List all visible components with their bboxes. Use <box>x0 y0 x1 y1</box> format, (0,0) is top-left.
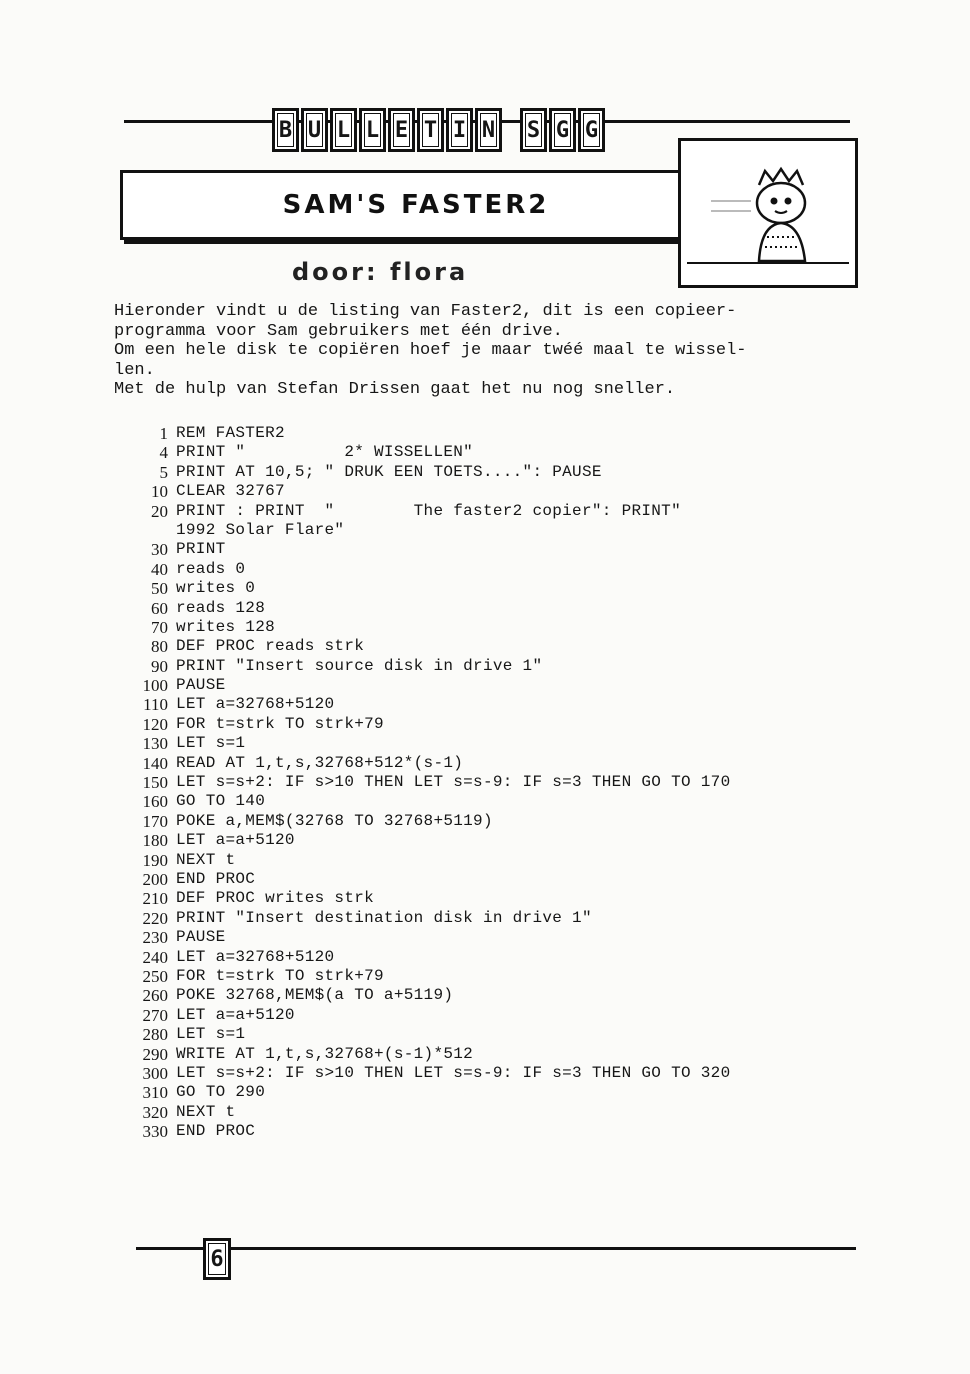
listing-line <box>114 851 731 870</box>
line-code: PAUSE <box>176 676 226 695</box>
line-number: 120 <box>142 714 168 734</box>
line-code: LET a=a+5120 <box>176 1005 295 1024</box>
line-number: 1 <box>159 424 168 443</box>
line-code: FOR t=strk TO strk+79 <box>176 966 384 985</box>
line-code: LET a=32768+5120 <box>176 695 335 714</box>
masthead-letter: G <box>578 108 605 152</box>
listing-line <box>114 967 731 986</box>
line-number: 330 <box>142 1122 168 1142</box>
line-number: 10 <box>151 482 168 502</box>
listing-line <box>114 579 731 598</box>
listing-line <box>114 443 731 462</box>
article-title-banner <box>120 170 712 240</box>
intro-paragraph <box>114 302 844 400</box>
listing-line <box>114 463 731 482</box>
line-number: 100 <box>142 676 168 696</box>
line-number: 300 <box>142 1063 168 1083</box>
listing-line <box>114 637 731 656</box>
masthead-letter: I <box>446 108 473 152</box>
article-byline: door: flora <box>292 258 469 286</box>
line-number: 200 <box>142 869 168 889</box>
masthead-letter: L <box>359 108 386 152</box>
line-number: 110 <box>143 695 168 715</box>
footer-rule <box>136 1247 856 1250</box>
listing-line <box>114 831 731 850</box>
listing-line <box>114 1025 731 1044</box>
listing-line <box>114 986 731 1005</box>
masthead-letter: L <box>330 108 357 152</box>
listing-line <box>114 870 731 889</box>
line-code: PRINT "Insert source disk in drive 1" <box>176 656 543 675</box>
line-code: REM FASTER2 <box>176 424 285 442</box>
line-code: PRINT " 2* WISSELLEN" <box>176 443 474 462</box>
line-code: GO TO 290 <box>176 1083 266 1102</box>
masthead-letter: B <box>272 108 299 152</box>
line-code: PAUSE <box>176 928 226 947</box>
line-code: DEF PROC reads strk <box>176 637 365 656</box>
line-number <box>114 521 176 540</box>
line-number: 170 <box>142 811 168 831</box>
line-code: PRINT AT 10,5; " DRUK EEN TOETS....": PAUSE <box>176 462 602 481</box>
masthead-letter: T <box>417 108 444 152</box>
listing-line <box>114 618 731 637</box>
line-number: 150 <box>142 773 168 793</box>
line-number: 220 <box>142 908 168 928</box>
line-number: 280 <box>142 1025 168 1045</box>
line-code: POKE 32768,MEM$(a TO a+5119) <box>176 986 454 1005</box>
line-code: CLEAR 32767 <box>176 482 285 501</box>
listing-line <box>114 1045 731 1064</box>
line-code: LET s=1 <box>176 734 246 753</box>
masthead-spacer <box>504 108 518 152</box>
listing-line <box>114 1122 731 1141</box>
line-number: 190 <box>142 850 168 870</box>
line-number: 50 <box>151 579 168 599</box>
listing-line <box>114 773 731 792</box>
listing-line <box>114 676 731 695</box>
line-number: 210 <box>142 889 168 909</box>
line-code: 1992 Solar Flare" <box>176 520 345 539</box>
listing-line <box>114 502 731 521</box>
intro-line: Met de hulp van Stefan Drissen gaat het nu nog sneller. <box>114 380 676 399</box>
line-number: 140 <box>142 753 168 773</box>
line-number: 5 <box>159 462 168 482</box>
listing-line <box>114 599 731 618</box>
line-code: GO TO 140 <box>176 792 266 811</box>
line-number: 270 <box>142 1005 168 1025</box>
intro-line: len. <box>114 360 155 380</box>
line-number: 60 <box>151 598 168 618</box>
line-code: LET s=s+2: IF s>10 THEN LET s=s-9: IF s=3 THEN GO TO 170 <box>176 773 731 792</box>
line-code: LET s=1 <box>176 1025 246 1044</box>
line-number: 70 <box>151 617 168 637</box>
listing-line <box>114 754 731 773</box>
line-code: NEXT t <box>176 850 236 869</box>
page-number: 6 <box>203 1238 231 1280</box>
article-title: SAM'S FASTER2 <box>282 190 550 220</box>
listing-line <box>114 521 731 540</box>
line-number: 290 <box>142 1044 168 1064</box>
intro-line: Om een hele disk te copiëren hoef je maar twéé maal te wissel- <box>114 341 747 360</box>
line-code: END PROC <box>176 869 256 888</box>
listing-line <box>114 1103 731 1122</box>
intro-line: programma voor Sam gebruikers met één drive. <box>114 321 563 341</box>
line-code: LET s=s+2: IF s>10 THEN LET s=s-9: IF s=3 THEN GO TO 320 <box>176 1063 731 1082</box>
mascot-illustration <box>678 138 858 288</box>
line-code: writes 0 <box>176 579 256 598</box>
intro-line: Hieronder vindt u de listing van Faster2, dit is een copieer- <box>114 302 737 321</box>
listing-line <box>114 560 731 579</box>
line-code: END PROC <box>176 1122 256 1141</box>
line-number: 230 <box>142 928 168 948</box>
masthead-letter: N <box>475 108 502 152</box>
listing-line <box>114 889 731 908</box>
listing-line <box>114 909 731 928</box>
listing-line <box>114 715 731 734</box>
line-code: DEF PROC writes strk <box>176 889 375 908</box>
line-code: reads 128 <box>176 598 266 617</box>
listing-line <box>114 792 731 811</box>
masthead-letter: G <box>549 108 576 152</box>
listing-line <box>114 1083 731 1102</box>
line-code: PRINT <box>176 540 226 559</box>
line-number: 20 <box>151 501 168 521</box>
line-number: 130 <box>142 734 168 754</box>
listing-line <box>114 734 731 753</box>
line-code: NEXT t <box>176 1102 236 1121</box>
line-number: 80 <box>151 637 168 657</box>
line-code: LET a=32768+5120 <box>176 947 335 966</box>
line-code: writes 128 <box>176 617 276 636</box>
line-code: reads 0 <box>176 559 246 578</box>
masthead-bulletin-sgg <box>272 108 605 152</box>
masthead-letter: S <box>520 108 547 152</box>
listing-line <box>114 1006 731 1025</box>
line-code: WRITE AT 1,t,s,32768+(s-1)*512 <box>176 1044 474 1063</box>
line-number: 250 <box>142 966 168 986</box>
listing-line <box>114 928 731 947</box>
line-number: 30 <box>151 540 168 560</box>
line-code: LET a=a+5120 <box>176 831 295 850</box>
line-code: PRINT : PRINT " The faster2 copier": PRINT" <box>176 501 681 520</box>
line-code: READ AT 1,t,s,32768+512*(s-1) <box>176 753 464 772</box>
masthead-letter: U <box>301 108 328 152</box>
cat-mascot-icon <box>681 141 855 285</box>
listing-line <box>114 540 731 559</box>
line-number: 180 <box>142 831 168 851</box>
listing-line <box>114 424 731 443</box>
line-number: 40 <box>151 559 168 579</box>
line-number: 160 <box>142 792 168 812</box>
line-code: FOR t=strk TO strk+79 <box>176 714 384 733</box>
line-number: 240 <box>142 947 168 967</box>
listing-line <box>114 812 731 831</box>
listing-line <box>114 1064 731 1083</box>
listing-line <box>114 695 731 714</box>
program-listing <box>114 424 731 1141</box>
listing-line <box>114 657 731 676</box>
listing-line <box>114 482 731 501</box>
line-number: 4 <box>159 443 168 463</box>
line-number: 320 <box>142 1102 168 1122</box>
line-number: 90 <box>151 656 168 676</box>
listing-line <box>114 948 731 967</box>
line-code: PRINT "Insert destination disk in drive 1" <box>176 908 592 927</box>
line-number: 260 <box>142 986 168 1006</box>
line-number: 310 <box>142 1083 168 1103</box>
line-code: POKE a,MEM$(32768 TO 32768+5119) <box>176 811 493 830</box>
masthead-letter: E <box>388 108 415 152</box>
